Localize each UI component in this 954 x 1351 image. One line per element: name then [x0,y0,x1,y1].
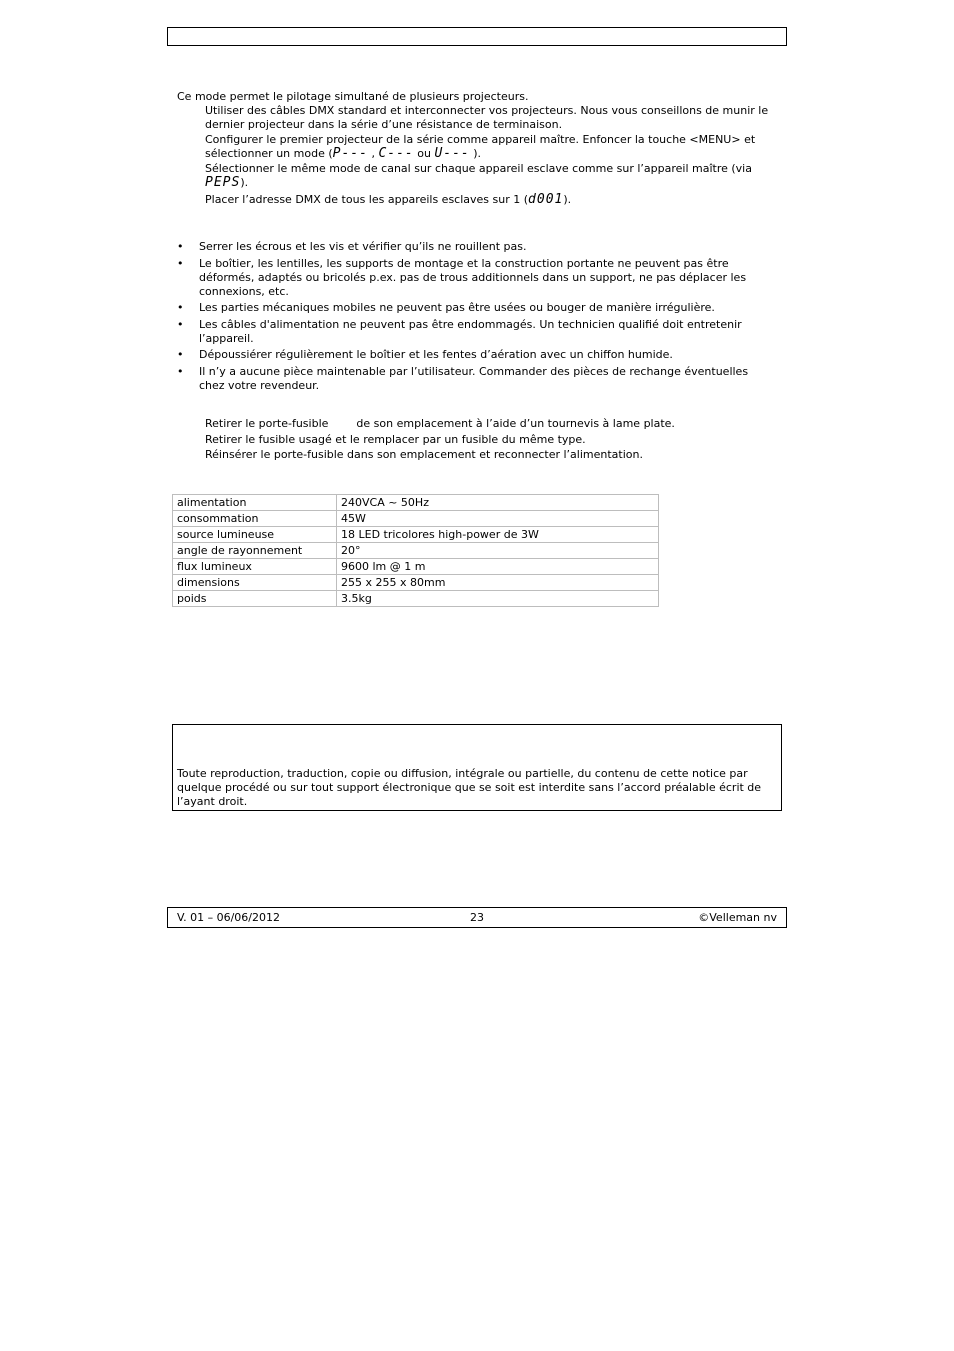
lcd-mode-c: C--- [378,146,414,161]
fuse-step-replace: Retirer le fusible usagé et le remplacer par un fusible du même type. [205,433,586,446]
table-row: consommation 45W [173,511,659,527]
step-master-line2: sélectionner un mode (P--- , C--- ou U--- ). [205,146,482,161]
table-row: flux lumineux 9600 lm @ 1 m [173,559,659,575]
table-row: source lumineuse 18 LED tricolores high-power de 3W [173,527,659,543]
page-header-box [167,27,787,46]
specs-table [172,494,659,607]
step-slave-line2: PEPS). [205,175,249,190]
table-row: poids 3.5kg [173,591,659,607]
lcd-peps: PEPS [205,175,241,190]
lcd-d001: d001 [528,192,564,207]
step-slave-line1: Sélectionner le même mode de canal sur chaque appareil esclave comme sur l’appareil maître (via [205,162,752,175]
lcd-mode-p: P--- [332,146,368,161]
lcd-mode-u: U--- [434,146,470,161]
step-master-line1: Configurer le premier projecteur de la série comme appareil maître. Enfoncer la touche <MENU> et [205,133,756,146]
step-cables: Utiliser des câbles DMX standard et interconnecter vos projecteurs. Nous vous conseillons de munir le dernier projecteur dans la série d’une résistance de terminaison. [205,104,769,131]
step-slave-mode [205,162,775,190]
dmx-intro: Ce mode permet le pilotage simultané de plusieurs projecteurs. [177,90,529,103]
table-row: angle de rayonnement 20° [173,543,659,559]
copyright-box [172,724,782,811]
step-dmx-address: Placer l’adresse DMX de tous les appareils esclaves sur 1 (d001). [205,192,572,207]
table-row: alimentation 240VCA ~ 50Hz [173,495,659,511]
step-master [205,133,775,161]
page-number: 23 [470,911,484,924]
page-footer [167,907,787,928]
footer-version: V. 01 – 06/06/2012 [177,911,280,924]
fuse-step-remove: Retirer le porte-fusible de son emplacement à l’aide d’un tournevis à lame plate. [205,417,675,430]
fuse-step-reinsert: Réinsérer le porte-fusible dans son emplacement et reconnecter l’alimentation. [205,448,643,461]
footer-company: ©Velleman nv [698,911,777,924]
copyright-text: Toute reproduction, traduction, copie ou diffusion, intégrale ou partielle, du contenu de cette notice par quelque procédé ou sur tout support électronique que se soit est interdite sans l’accord préalable écrit de l’ayant droit. [177,767,762,808]
table-row: dimensions 255 x 255 x 80mm [173,575,659,591]
